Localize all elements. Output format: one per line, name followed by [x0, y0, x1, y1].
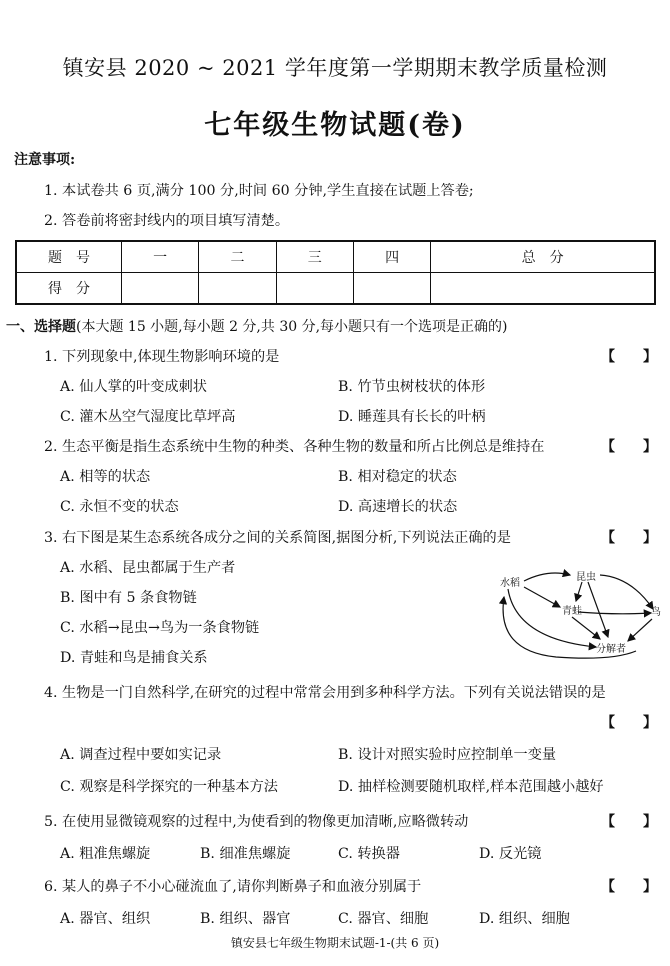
node-insect: 昆虫 — [576, 572, 596, 583]
arrow-insect-decomposer — [588, 582, 608, 637]
option: D. 青蛙和鸟是捕食关系 — [60, 650, 208, 666]
answer-bracket[interactable]: 【 】 — [601, 715, 657, 731]
option: C. 转换器 — [338, 846, 400, 862]
option: D. 抽样检测要随机取样,样本范围越小越好 — [338, 779, 604, 795]
arrow-bird-decomposer — [628, 619, 652, 641]
arrow-insect-frog — [576, 582, 582, 601]
arrow-frog-decomposer — [572, 617, 600, 639]
answer-bracket[interactable]: 【 】 — [601, 879, 657, 895]
option: D. 组织、细胞 — [479, 911, 570, 927]
node-rice: 水稻 — [500, 578, 520, 589]
question-stem: 4. 生物是一门自然科学,在研究的过程中常常会用到多种科学方法。下列有关说法错误的是 — [44, 685, 606, 701]
question-stem: 2. 生态平衡是指生态系统中生物的种类、各种生物的数量和所占比例总是维持在 — [44, 439, 545, 455]
option: A. 器官、组织 — [60, 911, 151, 927]
score-input-cell[interactable] — [353, 273, 430, 305]
score-cell: 三 — [276, 241, 353, 273]
option: A. 粗准焦螺旋 — [60, 846, 151, 862]
node-bird: 鸟 — [651, 607, 661, 618]
option: B. 细准焦螺旋 — [200, 846, 291, 862]
option: C. 器官、细胞 — [338, 911, 429, 927]
arrow-rice-decomposer — [508, 589, 596, 647]
section-desc: (本大题 15 小题,每小题 2 分,共 30 分,每小题只有一个选项是正确的) — [76, 319, 508, 335]
section-heading — [6, 316, 508, 336]
score-cell: 得 分 — [16, 273, 122, 305]
option: B. 设计对照实验时应控制单一变量 — [338, 747, 557, 763]
score-input-cell[interactable] — [199, 273, 276, 305]
arrow-rice-frog — [524, 587, 560, 607]
option: A. 水稻、昆虫都属于生产者 — [60, 560, 236, 576]
option: B. 竹节虫树枝状的体形 — [338, 379, 486, 395]
answer-bracket[interactable]: 【 】 — [601, 439, 657, 455]
answer-bracket[interactable]: 【 】 — [601, 814, 657, 830]
option: C. 观察是科学探究的一种基本方法 — [60, 779, 278, 795]
score-input-cell[interactable] — [122, 273, 199, 305]
node-decomposer: 分解者 — [596, 644, 626, 655]
answer-bracket[interactable]: 【 】 — [601, 530, 657, 546]
arrow-insect-bird — [600, 575, 653, 609]
note-item-2: 2. 答卷前将密封线内的项目填写清楚。 — [44, 213, 290, 229]
node-frog: 青蛙 — [562, 606, 582, 617]
exam-subtitle: 七年级生物试题(卷) — [204, 110, 466, 141]
answer-bracket[interactable]: 【 】 — [601, 349, 657, 365]
question-stem: 5. 在使用显微镜观察的过程中,为使看到的物像更加清晰,应略微转动 — [44, 814, 469, 830]
section-label: 一、选择题 — [6, 319, 76, 335]
page-footer: 镇安县七年级生物期末试题-1-(共 6 页) — [230, 936, 440, 950]
option: D. 高速增长的状态 — [338, 499, 458, 515]
score-cell: 四 — [353, 241, 430, 273]
score-table — [15, 240, 656, 305]
question-stem: 3. 右下图是某生态系统各成分之间的关系简图,据图分析,下列说法正确的是 — [44, 530, 511, 546]
question-stem: 6. 某人的鼻子不小心碰流血了,请你判断鼻子和血液分别属于 — [44, 879, 422, 895]
score-cell: 一 — [122, 241, 199, 273]
arrow-frog-bird — [578, 612, 651, 614]
ecosystem-diagram — [496, 555, 662, 661]
option: B. 相对稳定的状态 — [338, 469, 457, 485]
arrow-rice-insect — [524, 573, 570, 581]
notes-heading: 注意事项: — [14, 152, 76, 168]
option: B. 组织、器官 — [200, 911, 291, 927]
note-item-1: 1. 本试卷共 6 页,满分 100 分,时间 60 分钟,学生直接在试题上答卷; — [44, 183, 474, 199]
score-cell: 总 分 — [431, 241, 655, 273]
score-table-header-row — [16, 241, 655, 273]
exam-title: 镇安县 2020 ~ 2021 学年度第一学期期末教学质量检测 — [62, 56, 608, 80]
option: B. 图中有 5 条食物链 — [60, 590, 197, 606]
score-cell: 题 号 — [16, 241, 122, 273]
score-table-score-row — [16, 273, 655, 305]
question-stem: 1. 下列现象中,体现生物影响环境的是 — [44, 349, 280, 365]
score-input-cell[interactable] — [431, 273, 655, 305]
option: C. 永恒不变的状态 — [60, 499, 179, 515]
option: D. 睡莲具有长长的叶柄 — [338, 409, 486, 425]
option: A. 仙人掌的叶变成刺状 — [60, 379, 207, 395]
option: A. 相等的状态 — [60, 469, 151, 485]
score-cell: 二 — [199, 241, 276, 273]
option: C. 灌木丛空气湿度比草坪高 — [60, 409, 236, 425]
score-input-cell[interactable] — [276, 273, 353, 305]
option: A. 调查过程中要如实记录 — [60, 747, 222, 763]
option: C. 水稻→昆虫→鸟为一条食物链 — [60, 620, 260, 636]
option: D. 反光镜 — [479, 846, 542, 862]
